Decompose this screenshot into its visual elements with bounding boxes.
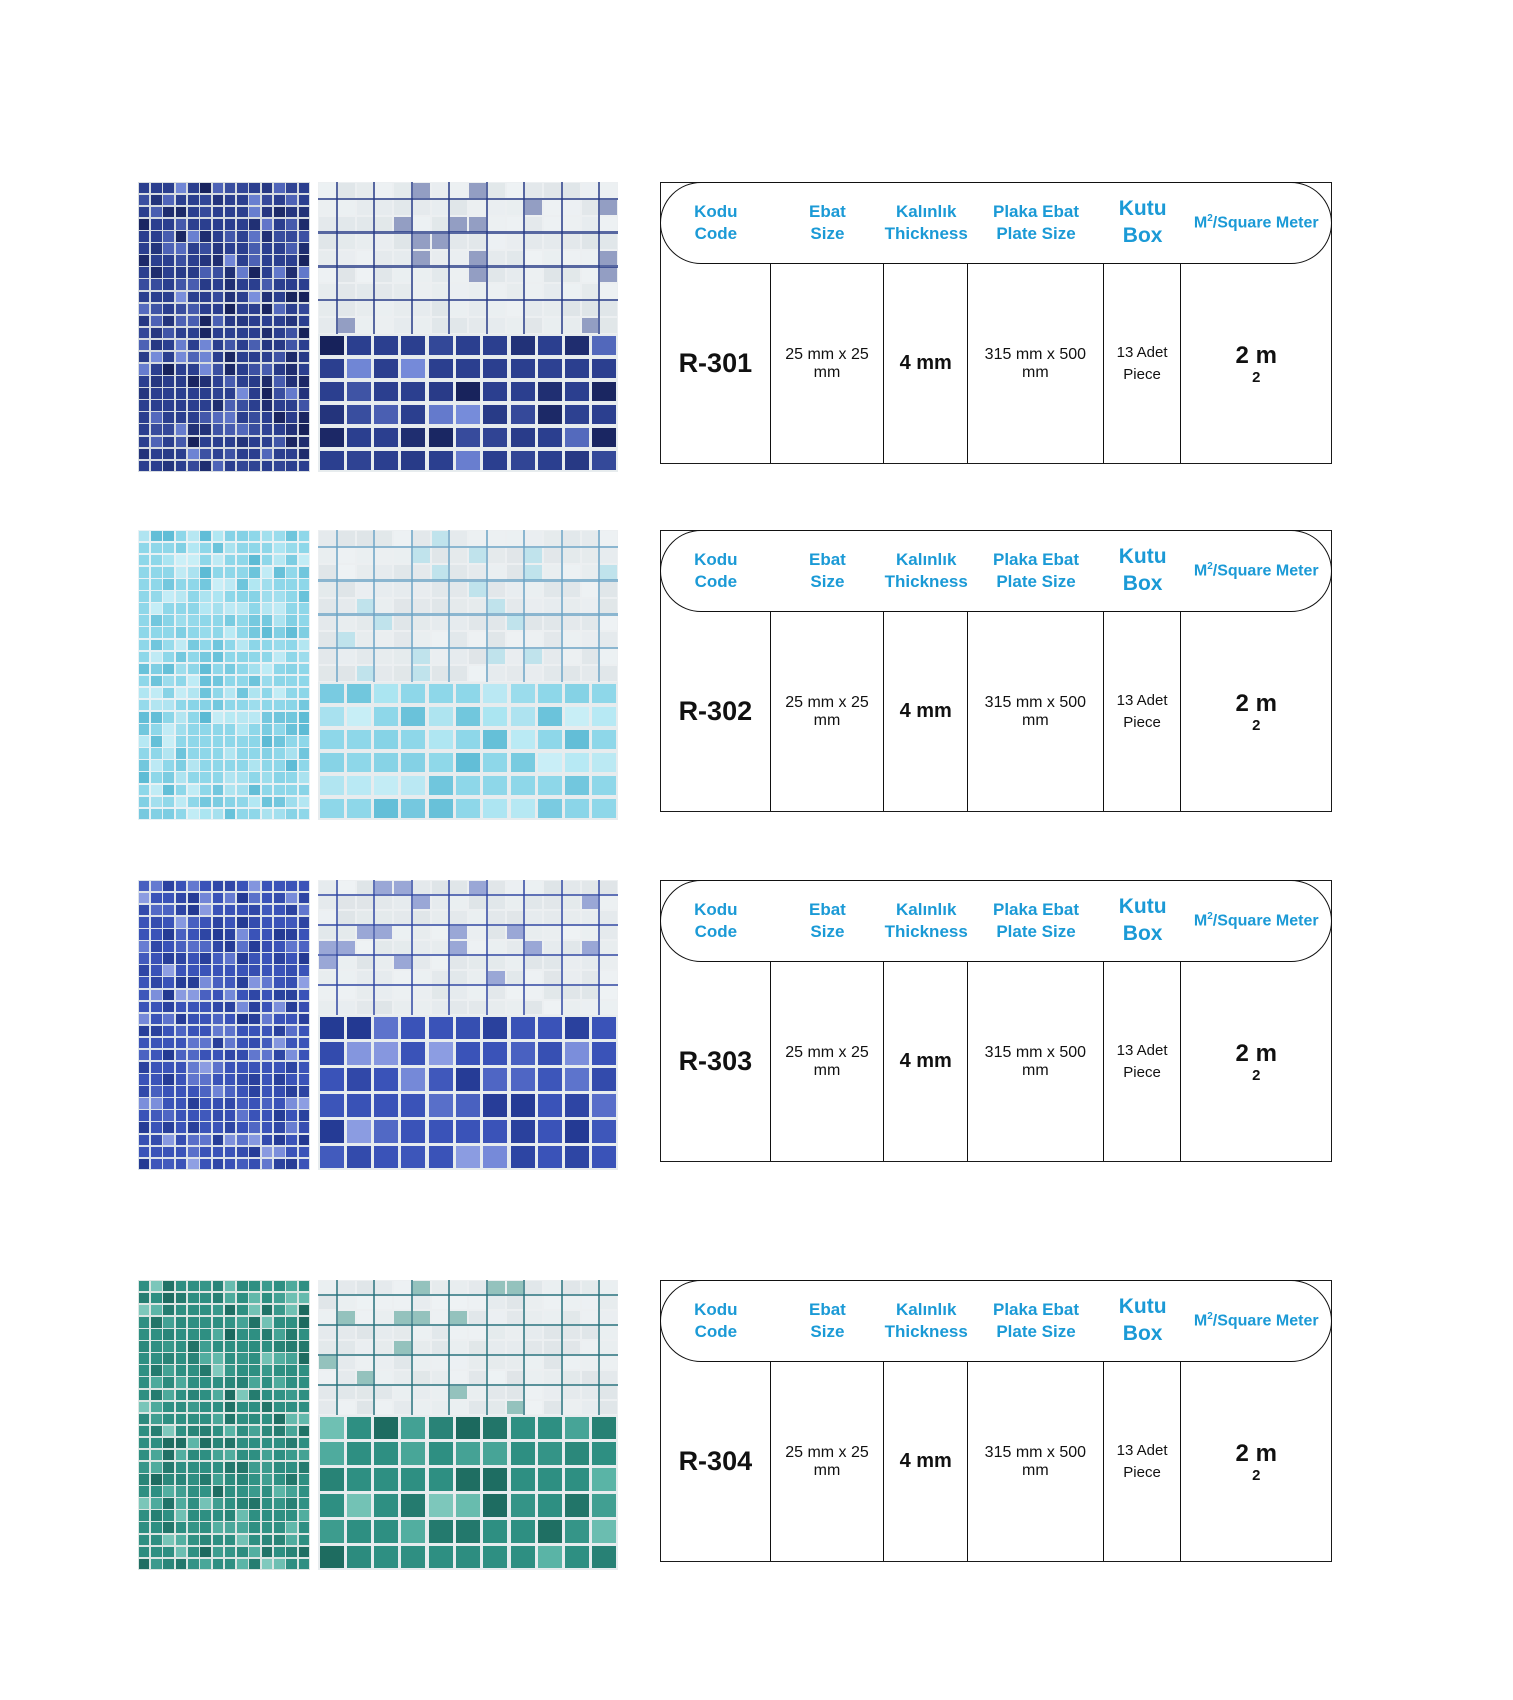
header-thickness: Kalınlık Thickness bbox=[884, 550, 968, 591]
mosaic-sheet-photo bbox=[138, 880, 310, 1170]
header-area: $M^2$/Square Meter bbox=[1193, 212, 1319, 231]
header-box: Kutu Box bbox=[1118, 197, 1167, 247]
spec-table bbox=[660, 1280, 1332, 1562]
header-box: Kutu Box bbox=[1118, 545, 1167, 595]
header-plate-size: Plaka Ebat Plate Size bbox=[993, 202, 1079, 243]
value-plate-size: 315 mm x 500 mm bbox=[968, 264, 1104, 463]
value-thickness: 4 mm bbox=[884, 1362, 968, 1561]
spec-table-header-row bbox=[660, 880, 1332, 962]
value-code: R-304 bbox=[661, 1362, 771, 1561]
header-area: $M^2$/Square Meter bbox=[1193, 560, 1319, 579]
header-thickness: Kalınlık Thickness bbox=[884, 1300, 968, 1341]
header-code: Kodu Code bbox=[694, 900, 738, 941]
spec-table-value-row bbox=[661, 264, 1331, 463]
value-thickness: 4 mm bbox=[884, 264, 968, 463]
product-row bbox=[0, 1280, 1513, 1570]
value-plate-size: 315 mm x 500 mm bbox=[968, 962, 1104, 1161]
header-plate-size: Plaka Ebat Plate Size bbox=[993, 900, 1079, 941]
header-size: Ebat Size bbox=[809, 900, 846, 941]
header-thickness: Kalınlık Thickness bbox=[884, 900, 968, 941]
value-size: 25 mm x 25 mm bbox=[771, 264, 885, 463]
header-size: Ebat Size bbox=[809, 1300, 846, 1341]
value-area: 2 m 2 bbox=[1235, 341, 1277, 386]
value-code: R-302 bbox=[661, 612, 771, 811]
value-box: 13 Adet Piece bbox=[1104, 264, 1182, 463]
value-thickness: 4 mm bbox=[884, 962, 968, 1161]
value-area: 2 m 2 bbox=[1235, 1439, 1277, 1484]
value-plate-size: 315 mm x 500 mm bbox=[968, 1362, 1104, 1561]
header-size: Ebat Size bbox=[809, 550, 846, 591]
header-area: $M^2$/Square Meter bbox=[1193, 1310, 1319, 1329]
product-images bbox=[138, 182, 618, 472]
spec-table-value-row bbox=[661, 1362, 1331, 1561]
header-code: Kodu Code bbox=[694, 550, 738, 591]
product-row bbox=[0, 880, 1513, 1170]
spec-table bbox=[660, 182, 1332, 464]
spec-table bbox=[660, 880, 1332, 1162]
value-box: 13 Adet Piece bbox=[1104, 1362, 1182, 1561]
spec-table-value-row bbox=[661, 962, 1331, 1161]
product-row bbox=[0, 530, 1513, 820]
product-images bbox=[138, 880, 618, 1170]
value-box: 13 Adet Piece bbox=[1104, 612, 1182, 811]
spec-table-header-row bbox=[660, 182, 1332, 264]
header-plate-size: Plaka Ebat Plate Size bbox=[993, 550, 1079, 591]
value-area: 2 m 2 bbox=[1235, 1039, 1277, 1084]
product-images bbox=[138, 530, 618, 820]
value-box: 13 Adet Piece bbox=[1104, 962, 1182, 1161]
header-code: Kodu Code bbox=[694, 1300, 738, 1341]
header-thickness: Kalınlık Thickness bbox=[884, 202, 968, 243]
mosaic-detail-photo bbox=[318, 880, 618, 1170]
value-code: R-303 bbox=[661, 962, 771, 1161]
mosaic-detail-photo bbox=[318, 182, 618, 472]
header-box: Kutu Box bbox=[1118, 1295, 1167, 1345]
product-row bbox=[0, 182, 1513, 472]
mosaic-sheet-photo bbox=[138, 182, 310, 472]
header-code: Kodu Code bbox=[694, 202, 738, 243]
product-images bbox=[138, 1280, 618, 1570]
spec-table-header-row bbox=[660, 1280, 1332, 1362]
value-thickness: 4 mm bbox=[884, 612, 968, 811]
spec-table-value-row bbox=[661, 612, 1331, 811]
mosaic-detail-photo bbox=[318, 530, 618, 820]
header-area: $M^2$/Square Meter bbox=[1193, 910, 1319, 929]
value-code: R-301 bbox=[661, 264, 771, 463]
header-box: Kutu Box bbox=[1118, 895, 1167, 945]
value-area: 2 m 2 bbox=[1235, 689, 1277, 734]
header-plate-size: Plaka Ebat Plate Size bbox=[993, 1300, 1079, 1341]
value-size: 25 mm x 25 mm bbox=[771, 1362, 885, 1561]
mosaic-sheet-photo bbox=[138, 530, 310, 820]
mosaic-detail-photo bbox=[318, 1280, 618, 1570]
value-size: 25 mm x 25 mm bbox=[771, 962, 885, 1161]
spec-table bbox=[660, 530, 1332, 812]
value-size: 25 mm x 25 mm bbox=[771, 612, 885, 811]
header-size: Ebat Size bbox=[809, 202, 846, 243]
spec-table-header-row bbox=[660, 530, 1332, 612]
mosaic-sheet-photo bbox=[138, 1280, 310, 1570]
value-plate-size: 315 mm x 500 mm bbox=[968, 612, 1104, 811]
